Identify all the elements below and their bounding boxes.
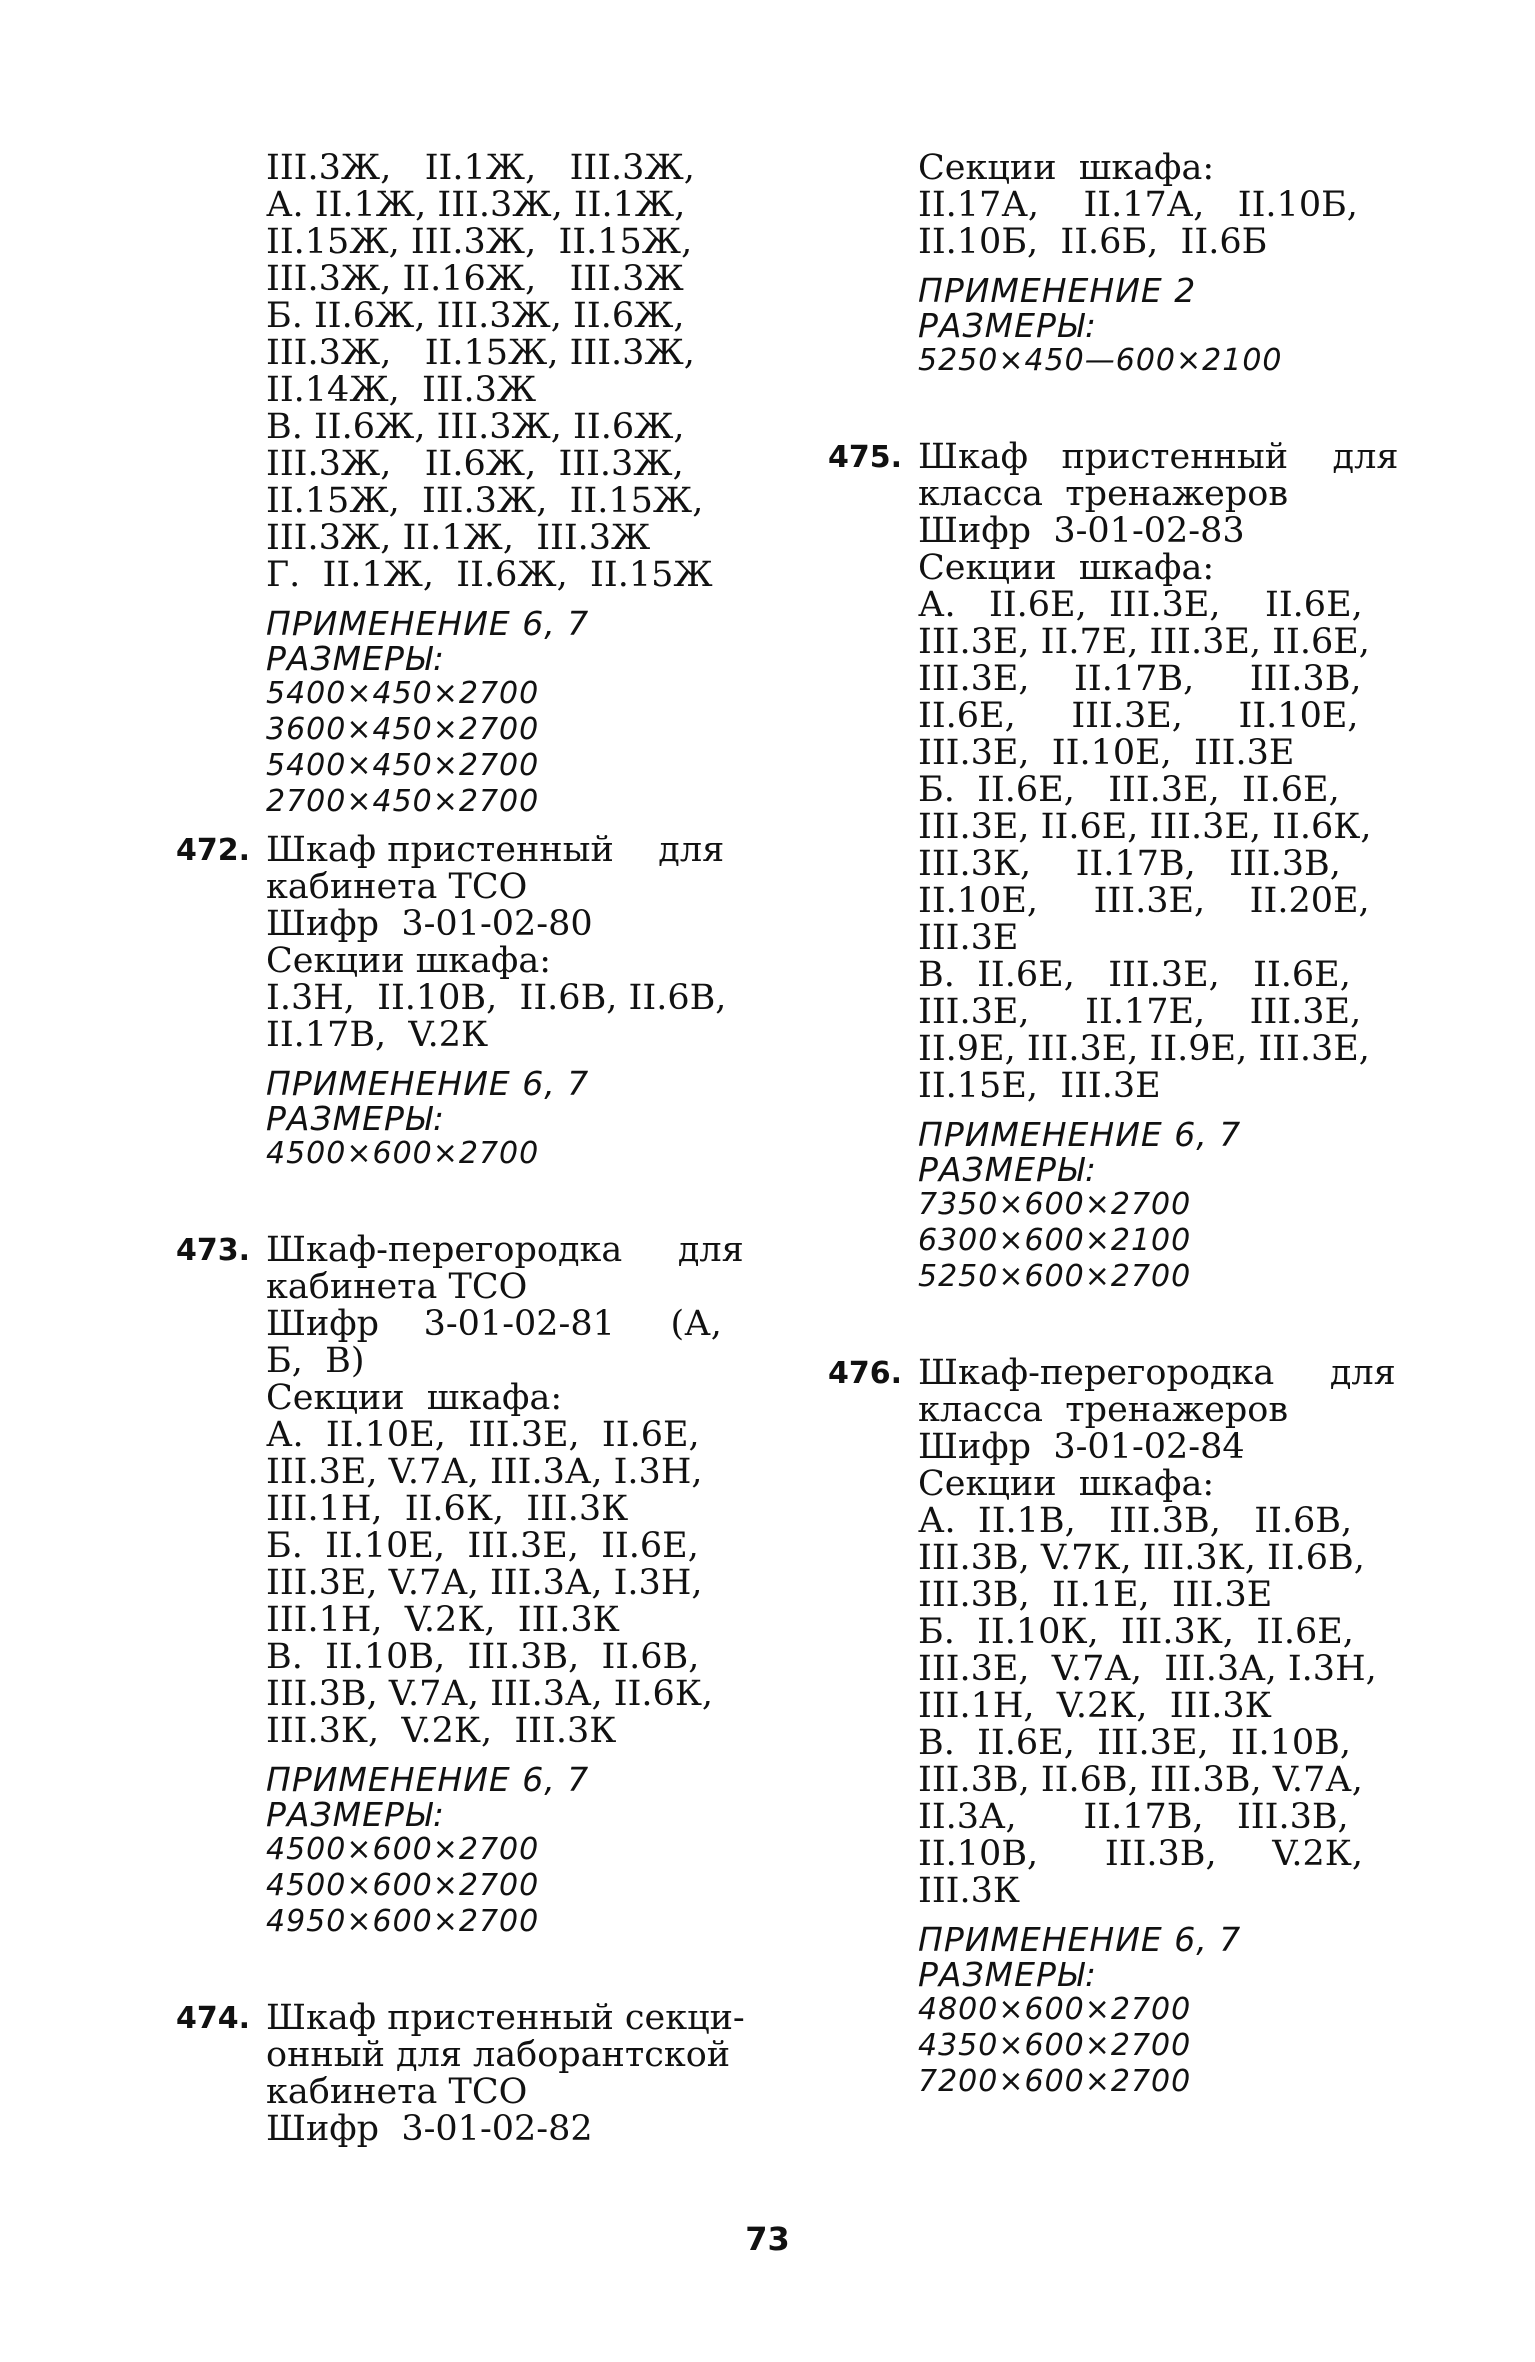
text-line: II.17В, V.2К bbox=[266, 1015, 489, 1055]
continued-entry bbox=[266, 150, 716, 820]
text-line: II.9Е, III.3Е, II.9Е, III.3Е, bbox=[918, 1029, 1370, 1069]
application-label: ПРИМЕНЕНИЕ 6, 7 bbox=[266, 604, 590, 643]
text-line: III.3Е, V.7А, III.3А, I.3Н, bbox=[918, 1649, 1377, 1689]
entry-number: 475. bbox=[828, 440, 903, 475]
sizes-label: РАЗМЕРЫ: bbox=[266, 639, 445, 678]
text-line: III.3Е, V.7А, III.3А, I.3Н, bbox=[266, 1452, 703, 1492]
text-line: Б. II.10К, III.3К, II.6Е, bbox=[918, 1612, 1354, 1652]
text-line: II.6Е, III.3Е, II.10Е, bbox=[918, 696, 1359, 736]
size-value: 7200×600×2700 bbox=[918, 2064, 1192, 2099]
text-line: Секции шкафа: bbox=[918, 148, 1215, 188]
application-label: ПРИМЕНЕНИЕ 6, 7 bbox=[266, 1760, 590, 1799]
page-number: 73 bbox=[745, 2220, 790, 2258]
text-line: Шкаф-перегородка для bbox=[266, 1230, 744, 1270]
catalog-entry bbox=[176, 1230, 744, 1940]
application-label: ПРИМЕНЕНИЕ 6, 7 bbox=[266, 1064, 590, 1103]
size-value: 5250×600×2700 bbox=[918, 1259, 1192, 1294]
text-line: III.1Н, V.2К, III.3К bbox=[918, 1686, 1272, 1726]
entry-number: 474. bbox=[176, 2001, 251, 2036]
text-line: Шкаф пристенный для bbox=[918, 437, 1399, 477]
text-line: II.10Б, II.6Б, II.6Б bbox=[918, 222, 1268, 262]
text-line: кабинета ТСО bbox=[266, 867, 528, 907]
sizes-label: РАЗМЕРЫ: bbox=[918, 306, 1097, 345]
text-line: Б. II.6Ж, III.3Ж, II.6Ж, bbox=[266, 296, 685, 336]
text-line: В. II.10В, III.3В, II.6В, bbox=[266, 1637, 700, 1677]
text-line: III.3Ж, II.1Ж, III.3Ж, bbox=[266, 148, 695, 188]
text-line: II.3А, II.17В, III.3В, bbox=[918, 1797, 1349, 1837]
text-line: III.3Ж, II.1Ж, III.3Ж bbox=[266, 518, 651, 558]
sizes-list bbox=[266, 676, 716, 820]
text-line: Шкаф пристенный для bbox=[266, 830, 725, 870]
text-line: Шифр 3-01-02-80 bbox=[266, 904, 593, 944]
text-line: III.3В, V.7А, III.3А, II.6К, bbox=[266, 1674, 714, 1714]
sizes-list bbox=[918, 343, 1368, 379]
left-column bbox=[176, 148, 745, 2149]
size-value: 6300×600×2100 bbox=[918, 1223, 1192, 1258]
text-line: II.15Ж, III.3Ж, II.15Ж, bbox=[266, 481, 704, 521]
application-label: ПРИМЕНЕНИЕ 2 bbox=[918, 271, 1197, 310]
text-line: II.10В, III.3В, V.2К, bbox=[918, 1834, 1364, 1874]
text-line: III.3К, V.2К, III.3К bbox=[266, 1711, 617, 1751]
section-lines bbox=[266, 150, 716, 594]
text-line: А. II.6Е, III.3Е, II.6Е, bbox=[918, 585, 1363, 625]
text-line: III.3К bbox=[918, 1871, 1020, 1911]
text-line: онный для лаборантской bbox=[266, 2035, 731, 2075]
text-line: А. II.10Е, III.3Е, II.6Е, bbox=[266, 1415, 700, 1455]
text-line: III.3В, V.7К, III.3К, II.6В, bbox=[918, 1538, 1365, 1578]
text-line: В. II.6Е, III.3Е, II.10В, bbox=[918, 1723, 1352, 1763]
size-value: 3600×450×2700 bbox=[266, 712, 540, 747]
size-value: 4500×600×2700 bbox=[266, 1868, 540, 1903]
text-line: класса тренажеров bbox=[918, 1390, 1289, 1430]
text-line: Секции шкафа: bbox=[918, 548, 1215, 588]
application-label: ПРИМЕНЕНИЕ 6, 7 bbox=[918, 1920, 1242, 1959]
size-value: 4950×600×2700 bbox=[266, 1904, 540, 1939]
text-line: А. II.1В, III.3В, II.6В, bbox=[918, 1501, 1353, 1541]
text-line: В. II.6Е, III.3Е, II.6Е, bbox=[918, 955, 1351, 995]
text-line: Г. II.1Ж, II.6Ж, II.15Ж bbox=[266, 555, 713, 595]
text-line: кабинета ТСО bbox=[266, 1267, 528, 1307]
text-line: Шифр 3-01-02-83 bbox=[918, 511, 1245, 551]
entry-list bbox=[828, 437, 1399, 2100]
size-value: 5400×450×2700 bbox=[266, 676, 540, 711]
text-line: Шкаф-перегородка для bbox=[918, 1353, 1396, 1393]
text-line: II.15Е, III.3Е bbox=[918, 1066, 1161, 1106]
text-line: III.1Н, II.6К, III.3К bbox=[266, 1489, 629, 1529]
entry-number: 473. bbox=[176, 1233, 251, 1268]
size-value: 5250×450—600×2100 bbox=[918, 343, 1283, 378]
text-line: III.3В, II.6В, III.3В, V.7А, bbox=[918, 1760, 1363, 1800]
text-line: II.15Ж, III.3Ж, II.15Ж, bbox=[266, 222, 693, 262]
text-line: класса тренажеров bbox=[918, 474, 1289, 514]
text-line: III.3В, II.1Е, III.3Е bbox=[918, 1575, 1273, 1615]
text-line: II.10Е, III.3Е, II.20Е, bbox=[918, 881, 1370, 921]
catalog-entry bbox=[828, 1353, 1396, 2100]
section-lines bbox=[918, 150, 1368, 261]
text-line: Шифр 3-01-02-84 bbox=[918, 1427, 1245, 1467]
text-line: Секции шкафа: bbox=[266, 1378, 563, 1418]
text-line: III.3Е, II.6Е, III.3Е, II.6К, bbox=[918, 807, 1372, 847]
text-line: III.3Е, II.17В, III.3В, bbox=[918, 659, 1362, 699]
entry-list bbox=[176, 830, 745, 2149]
size-value: 4350×600×2700 bbox=[918, 2028, 1192, 2063]
text-line: Секции шкафа: bbox=[918, 1464, 1215, 1504]
text-line: Шифр 3-01-02-82 bbox=[266, 2109, 593, 2149]
text-line: кабинета ТСО bbox=[266, 2072, 528, 2112]
text-line: III.3К, II.17В, III.3В, bbox=[918, 844, 1341, 884]
size-value: 4500×600×2700 bbox=[266, 1832, 540, 1867]
size-value: 2700×450×2700 bbox=[266, 784, 540, 819]
text-line: III.1Н, V.2К, III.3К bbox=[266, 1600, 620, 1640]
size-value: 4800×600×2700 bbox=[918, 1992, 1192, 2027]
right-column bbox=[828, 148, 1399, 2100]
text-line: Б. II.6Е, III.3Е, II.6Е, bbox=[918, 770, 1340, 810]
text-line: I.3Н, II.10В, II.6В, II.6В, bbox=[266, 978, 727, 1018]
continued-entry bbox=[918, 150, 1368, 379]
text-line: II.14Ж, III.3Ж bbox=[266, 370, 537, 410]
size-value: 4500×600×2700 bbox=[266, 1136, 540, 1171]
text-line: Секции шкафа: bbox=[266, 941, 551, 981]
size-value: 5400×450×2700 bbox=[266, 748, 540, 783]
text-line: Б, В) bbox=[266, 1341, 365, 1381]
catalog-entry bbox=[176, 830, 727, 1172]
text-line: II.17А, II.17А, II.10Б, bbox=[918, 185, 1358, 225]
size-value: 7350×600×2700 bbox=[918, 1187, 1192, 1222]
sizes-label: РАЗМЕРЫ: bbox=[266, 1795, 445, 1834]
text-line: III.3Ж, II.16Ж, III.3Ж bbox=[266, 259, 684, 299]
text-line: В. II.6Ж, III.3Ж, II.6Ж, bbox=[266, 407, 685, 447]
entry-number: 472. bbox=[176, 833, 251, 868]
text-line: III.3Ж, II.15Ж, III.3Ж, bbox=[266, 333, 695, 373]
text-line: III.3Ж, II.6Ж, III.3Ж, bbox=[266, 444, 684, 484]
sizes-label: РАЗМЕРЫ: bbox=[266, 1099, 445, 1138]
text-line: Шкаф пристенный секци- bbox=[266, 1998, 745, 2038]
catalog-entry bbox=[828, 437, 1399, 1295]
text-line: III.3Е, II.10Е, III.3Е bbox=[918, 733, 1295, 773]
text-line: А. II.1Ж, III.3Ж, II.1Ж, bbox=[266, 185, 686, 225]
text-line: III.3Е, II.17Е, III.3Е, bbox=[918, 992, 1362, 1032]
catalog-entry bbox=[176, 1998, 745, 2149]
sizes-label: РАЗМЕРЫ: bbox=[918, 1955, 1097, 1994]
entry-number: 476. bbox=[828, 1356, 903, 1391]
text-line: Б. II.10Е, III.3Е, II.6Е, bbox=[266, 1526, 699, 1566]
text-line: III.3Е bbox=[918, 918, 1019, 958]
text-line: Шифр 3-01-02-81 (А, bbox=[266, 1304, 722, 1344]
text-line: III.3Е, V.7А, III.3А, I.3Н, bbox=[266, 1563, 703, 1603]
sizes-label: РАЗМЕРЫ: bbox=[918, 1150, 1097, 1189]
text-line: III.3Е, II.7Е, III.3Е, II.6Е, bbox=[918, 622, 1370, 662]
application-label: ПРИМЕНЕНИЕ 6, 7 bbox=[918, 1115, 1242, 1154]
